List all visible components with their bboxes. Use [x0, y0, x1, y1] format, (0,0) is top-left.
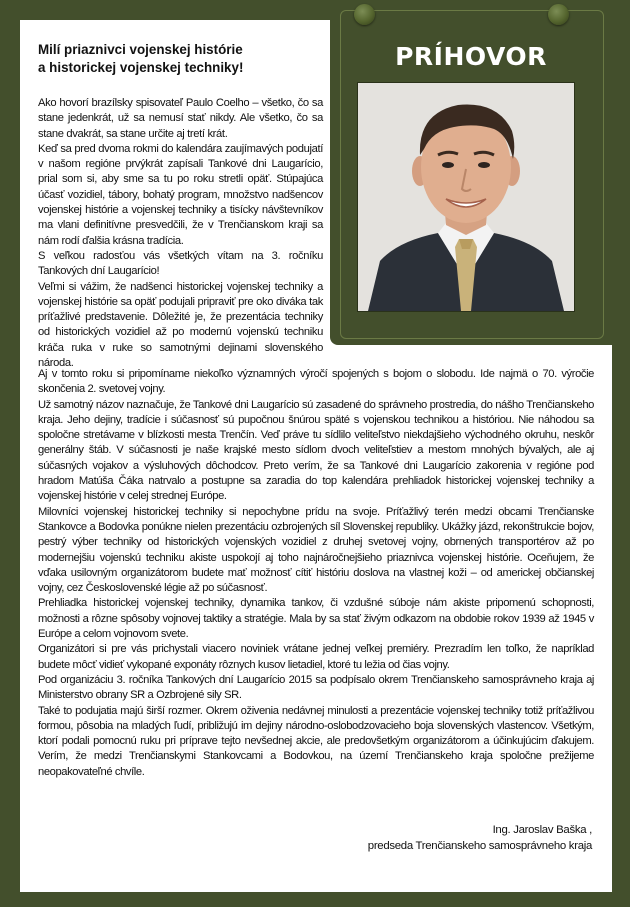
paragraph: Aj v tomto roku si pripomíname niekoľko významných výročí spojených s bojom o slobodu. Ide najmä o 70. výročie skončenia 2. svetovej vojny.	[38, 368, 594, 396]
portrait-illustration	[358, 83, 574, 311]
paragraph: Prehliadka historickej vojenskej techniky, dynamika tankov, či vzdušné súboje nám akiste pripomenú schopnosti, možnosti a rôzne spôsoby vojnovej taktiky a stratégie. Mala by sa stať živým odkazom na obdobie rokov 1939 až 1945 v Európe a celom vojnovom svete.	[38, 597, 594, 641]
signature-name: Ing. Jaroslav Baška ,	[492, 824, 592, 836]
paragraph: Už samotný názov naznačuje, že Tankové dni Laugarício sú zasadené do správneho prostredia, do nášho Trenčianskeho kraja. Jeho dejiny, tradície i súčasnosť sú pupočnou šnúrou späté s vojenskou technikou a históriou. Nie náhodou sa spoločne stretávame v blízkosti mesta Trenčín. Veď práve tu sídlilo veliteľstvo niekdajšieho východného okruhu, neskôr generálny štáb. V súčasnosti je naše krajské mesto sídlom dvoch veliteľstiev a mestom mnohých bývalých, ale aj súčasných vojakov a výsluhových dôchodcov. Preto verím, že sa Tankové dni Laugarício zakorenia v regióne pod hradom Matúša Čáka natrvalo a postupne sa zaradia do top kalendára prehliadok historickej vojenskej techniky a vojenskej histórie v celej strednej Európe.	[38, 398, 594, 503]
paragraph: Veľmi si vážim, že nadšenci historickej vojenskej techniky a vojenskej histórie sa opäť podujali pripraviť pre oko diváka tak príťažlivé predstavenie. Dôležité je, že prezentácia techniky od historických vozidiel až po modernú vojenskú techniku kráča ruka v ruke so samotnými dejinami slovenského národa.	[38, 280, 323, 370]
paragraph: Keď sa pred dvoma rokmi do kalendára zaujímavých podujatí v našom regióne prvýkrát zapísali Tankové dni Laugarício, prial som si, aby sme sa tu po roku stretli opäť. Stúpajúca účasť vozidiel, tábory, bohatý program, množstvo nadšencov vojenskej histórie a vojenskej techniky a tisícky návštevníkov ma vlani definitívne presvedčili, že v Trenčianskom kraji sa nám rodí ďalšia krásna tradícia.	[38, 142, 323, 247]
paragraph: Milovníci vojenskej historickej techniky si nepochybne prídu na svoje. Príťažlivý terén medzi obcami Trenčianske Stankovce a Bodovka ponúkne nielen prezentáciu ozbrojených síl Slovenskej republiky. Ukážky jázd, rekonštrukcie bojov, pestrý výber techniky od historických vojenských vozidiel z druhej svetovej vojny, obrnených transportérov až po modernejšiu vojenskú techniku akiste uspokojí aj toho najnáročnejšieho priaznivca vojenskej histórie. Oceňujem, že vďaka usilovným organizátorom budete mať možnosť cítiť históriu doslova na vlastnej koži – od americkej občianskej vojny, cez Československé légie až po súčasnosť.	[38, 505, 594, 595]
signature-block	[292, 822, 592, 854]
signature-title: predseda Trenčianskeho samosprávneho kraja	[367, 840, 592, 852]
paragraph: Organizátori si pre vás prichystali viacero noviniek vrátane jednej veľkej premiéry. Prezradím len toľko, že napríklad budete môcť vidieť vykopané exponáty rôznych kusov lietadiel, ktoré tu ležia od čias vojny.	[38, 643, 594, 671]
body-text	[38, 367, 594, 780]
paragraph: Ako hovorí brazílsky spisovateľ Paulo Coelho – všetko, čo sa stane jedenkrát, už sa nemusí stať nikdy. Ale všetko, čo sa stane dvakrát, sa stane určite aj tretí krát.	[38, 97, 323, 140]
paragraph: S veľkou radosťou vás všetkých vítam na 3. ročníku Tankových dní Laugarício!	[38, 249, 323, 278]
rivet-left-icon	[354, 4, 375, 25]
greeting-line: Milí priaznivci vojenskej histórie	[38, 42, 243, 57]
greeting-line: a historickej vojenskej techniky!	[38, 60, 244, 75]
portrait-photo	[357, 82, 575, 312]
rivet-right-icon	[548, 4, 569, 25]
paragraph: Pod organizáciu 3. ročníka Tankových dní Laugarício 2015 sa podpísalo okrem Trenčianskeho samosprávneho kraja aj Ministerstvo obrany SR a Ozbrojené sily SR.	[38, 673, 594, 702]
paragraph: Také to podujatia majú širší rozmer. Okrem oživenia nedávnej minulosti a prezentácie vojenskej techniky totiž príťažlivou formou, pôsobia na mladých ľudí, približujú im dejiny národno-oslobodzovacieho boja slovenských vlastencov. Všetkým, ktorí podali pomocnú ruku pri príprave tejto nevšednej akcie, ale predovšetkým organizátorom a účinkujúcim ďakujem. Verím, že medzi Trenčianskymi Stankovcami a Bodovkou, na území Trenčianskeho kraja spoločne prežijeme neopakovateľné chvíle.	[38, 704, 594, 778]
page-title: PRÍHOVOR	[395, 42, 547, 71]
intro-text	[38, 96, 323, 371]
greeting-heading	[38, 41, 318, 77]
